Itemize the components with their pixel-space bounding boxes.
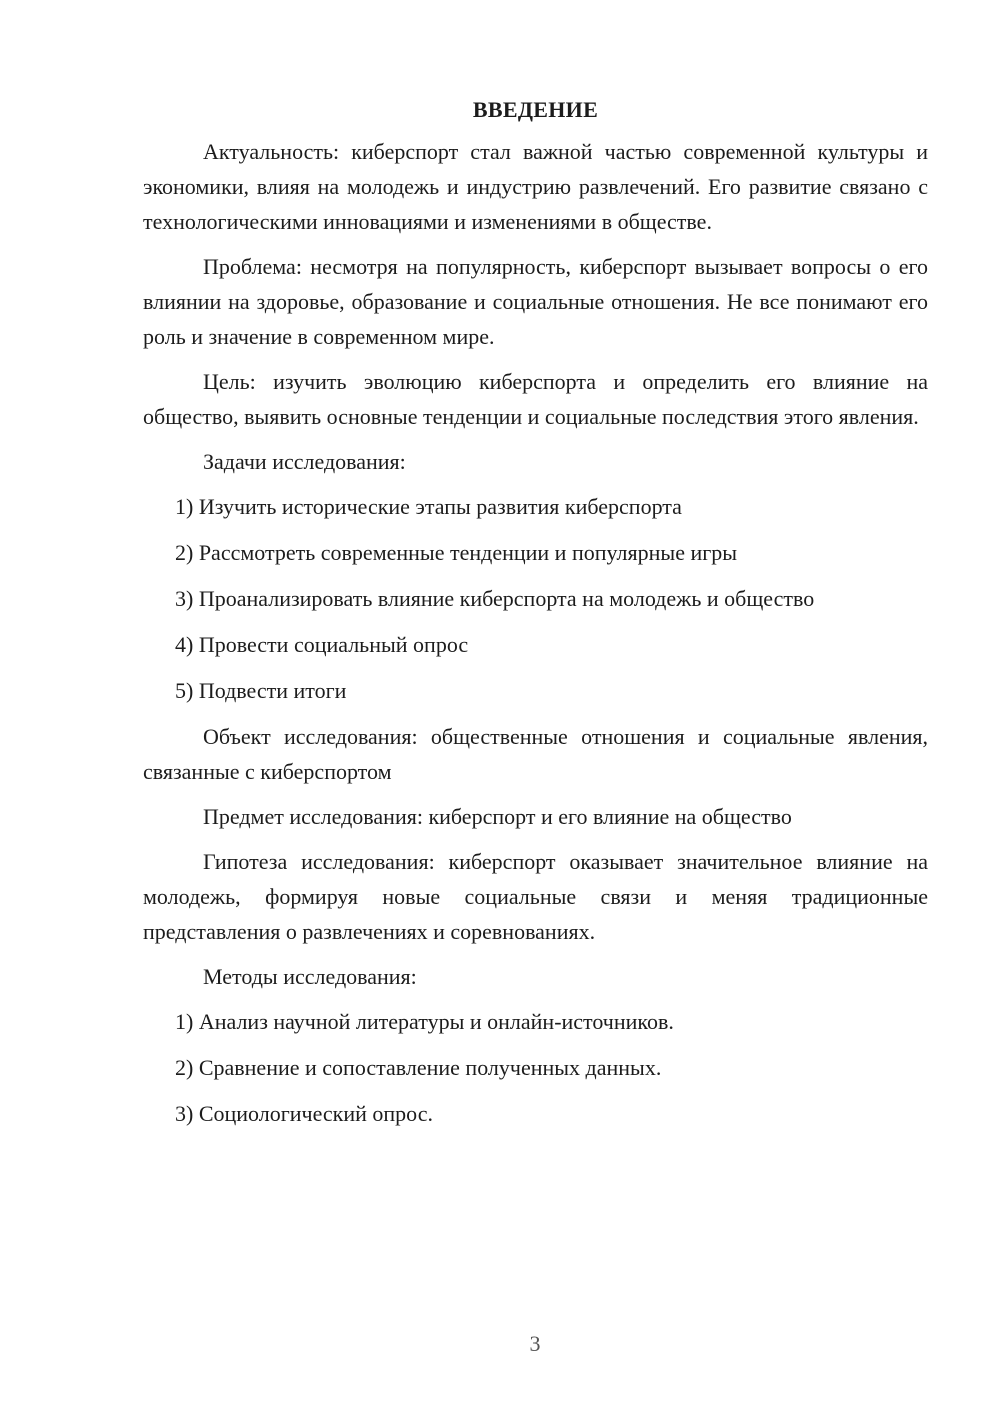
page-number: 3	[529, 1331, 541, 1356]
list-item: 3) Социологический опрос.	[175, 1101, 433, 1126]
methods-list	[143, 1004, 928, 1131]
paragraph-relevance: Актуальность: киберспорт стал важной частью современной культуры и экономики, влияя на молодежь и индустрию развлечений. Его развитие связано с технологическими инновациями и изменениями в обществе.	[143, 139, 928, 234]
tasks-list	[143, 489, 928, 708]
list-item: 3) Проанализировать влияние киберспорта на молодежь и общество	[175, 586, 815, 611]
list-item: 2) Сравнение и сопоставление полученных данных.	[175, 1055, 662, 1080]
list-item: 1) Изучить исторические этапы развития киберспорта	[175, 494, 682, 519]
paragraph-problem: Проблема: несмотря на популярность, киберспорт вызывает вопросы о его влиянии на здоровье, образование и социальные отношения. Не все понимают его роль и значение в современном мире.	[143, 254, 928, 349]
paragraph-goal: Цель: изучить эволюцию киберспорта и определить его влияние на общество, выявить основные тенденции и социальные последствия этого явления.	[143, 369, 928, 429]
list-item: 2) Рассмотреть современные тенденции и популярные игры	[175, 540, 738, 565]
document-page	[143, 92, 928, 1142]
paragraph-hypothesis: Гипотеза исследования: киберспорт оказывает значительное влияние на молодежь, формируя новые социальные связи и меняя традиционные представления о развлечениях и соревнованиях.	[143, 849, 928, 944]
section-title: ВВЕДЕНИЕ	[472, 97, 599, 122]
list-item: 5) Подвести итоги	[175, 678, 347, 703]
tasks-label: Задачи исследования:	[203, 449, 406, 474]
methods-label: Методы исследования:	[203, 964, 417, 989]
paragraph-object: Объект исследования: общественные отношения и социальные явления, связанные с киберспортом	[143, 724, 928, 784]
paragraph-subject: Предмет исследования: киберспорт и его влияние на общество	[203, 804, 792, 829]
list-item: 1) Анализ научной литературы и онлайн-источников.	[175, 1009, 674, 1034]
list-item: 4) Провести социальный опрос	[175, 632, 469, 657]
